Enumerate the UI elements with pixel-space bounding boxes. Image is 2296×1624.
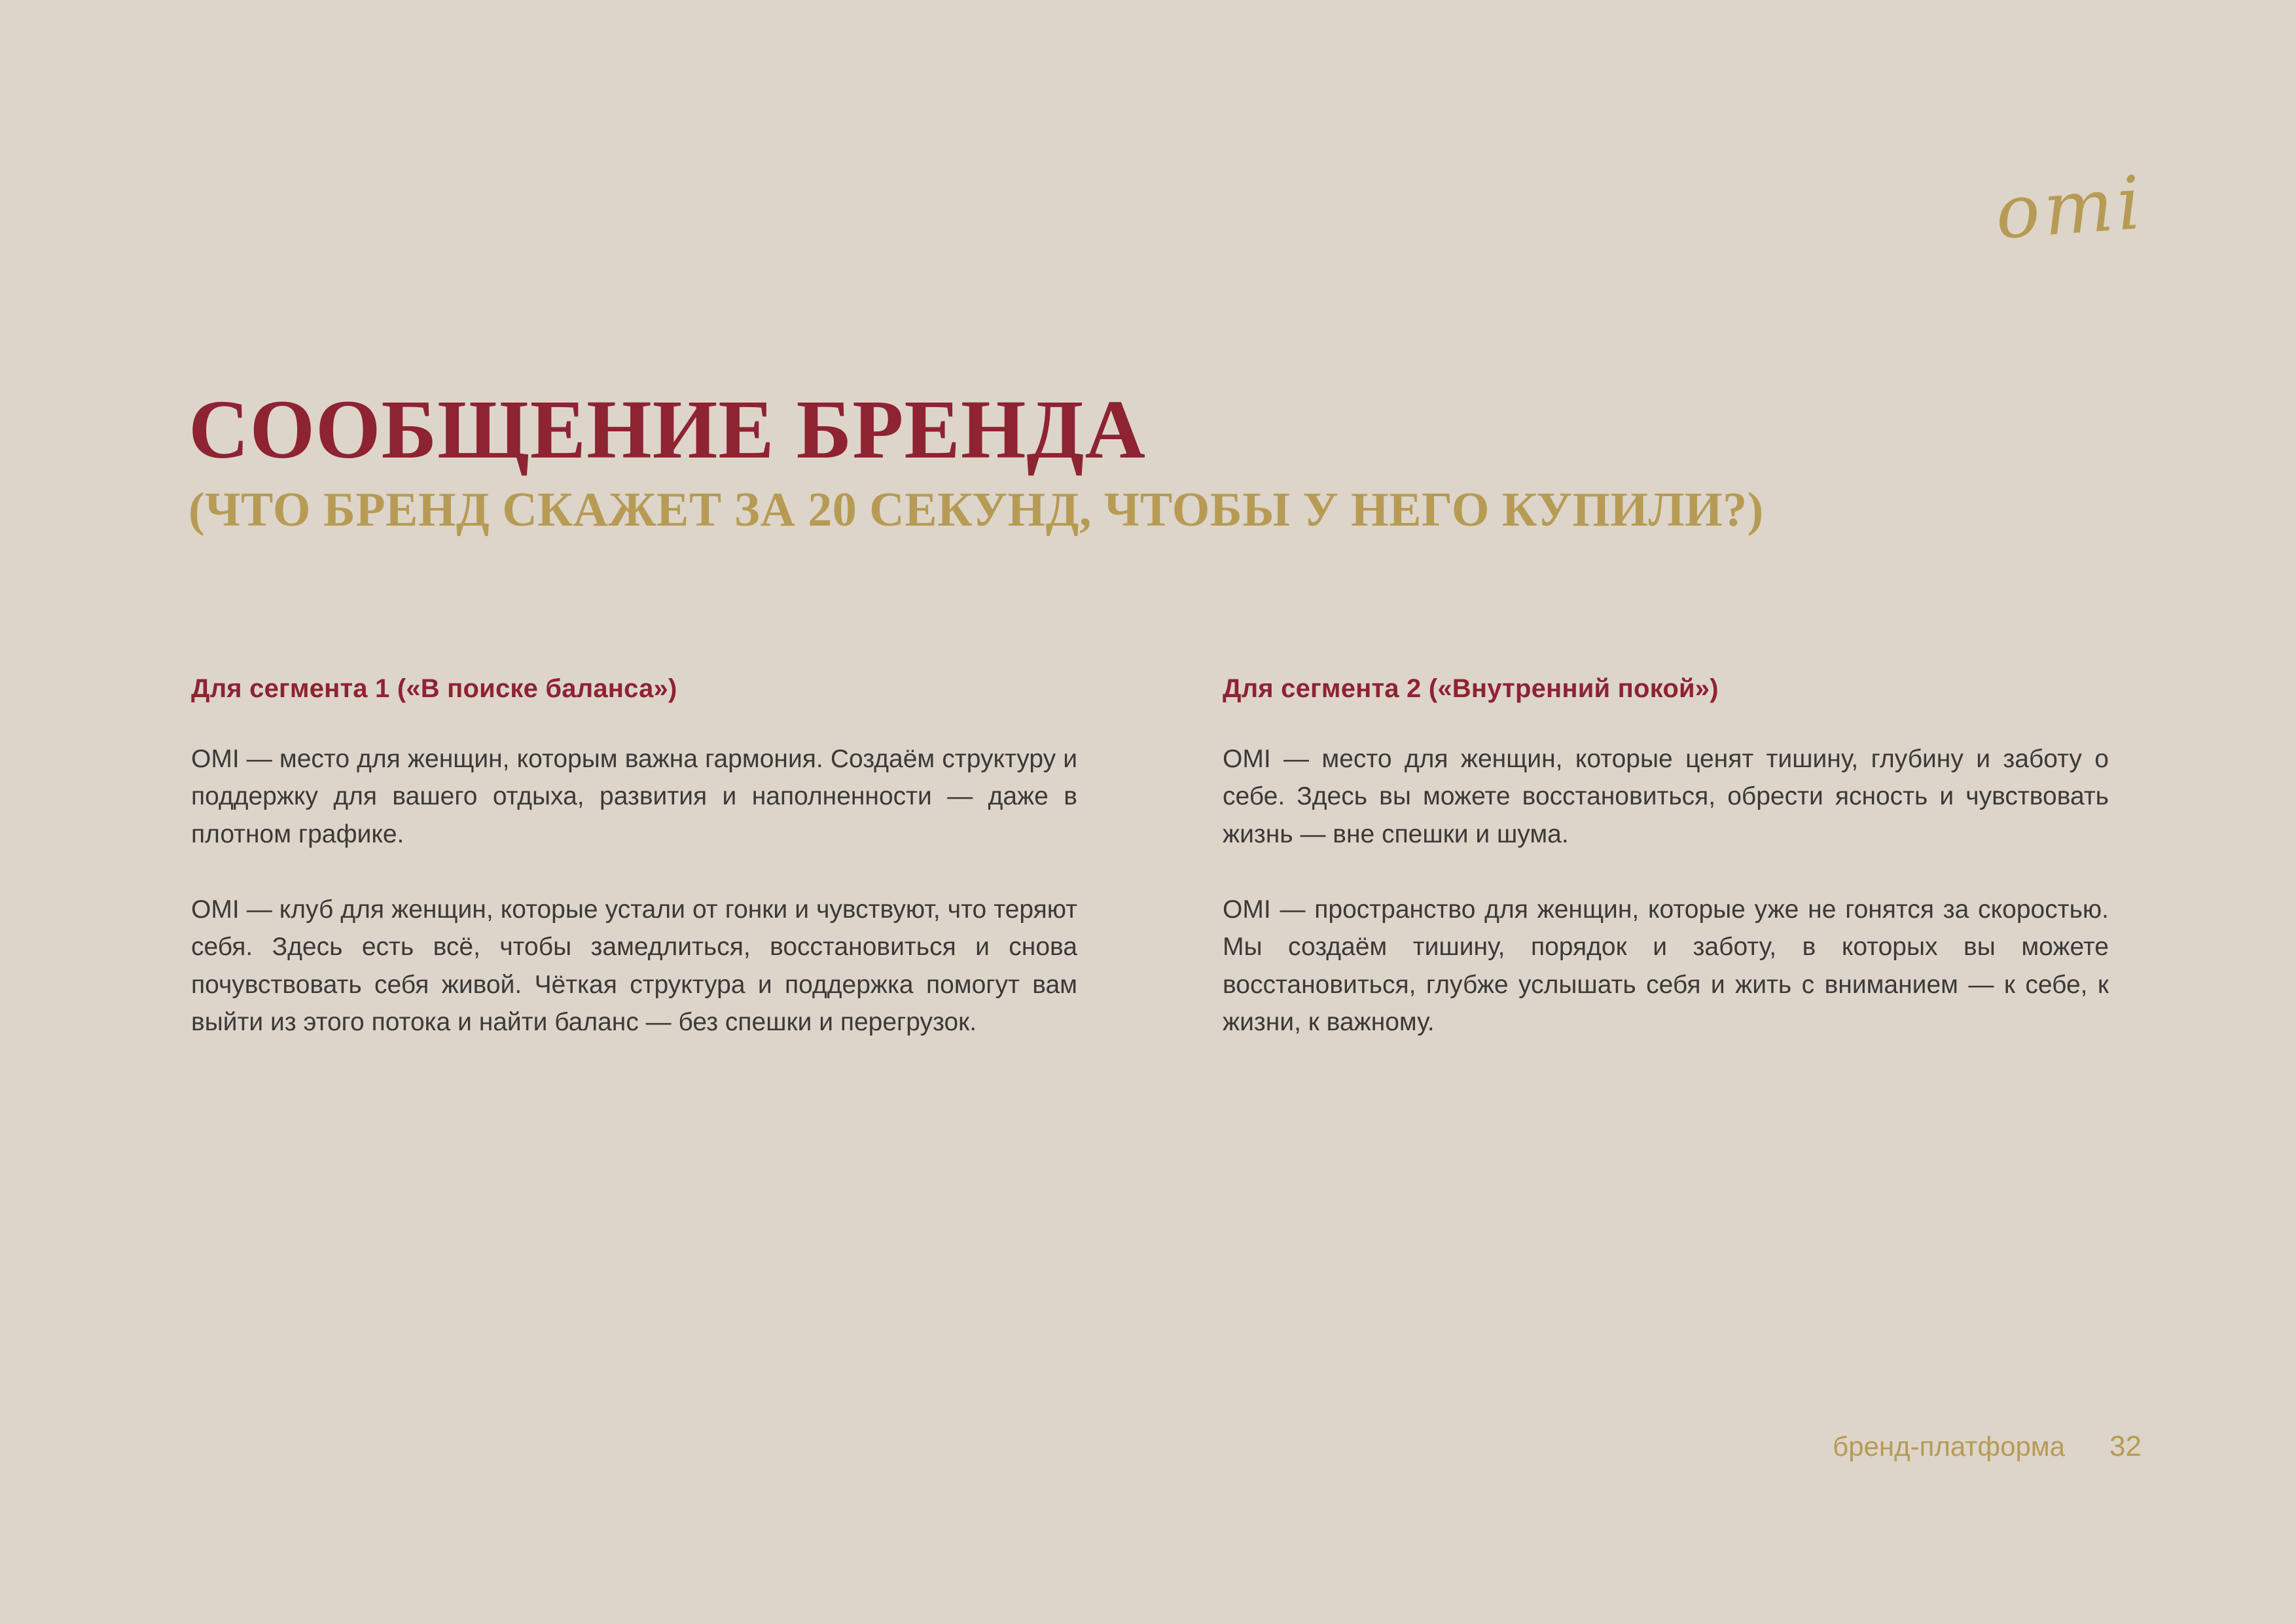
segment-1-column <box>191 674 1077 1041</box>
segment-2-column <box>1223 674 2109 1041</box>
segment-2-heading: Для сегмента 2 («Внутренний покой») <box>1223 674 1719 703</box>
segment-1-heading: Для сегмента 1 («В поиске баланса») <box>191 674 677 703</box>
segment-1-paragraph-2: OMI — клуб для женщин, которые устали от гонки и чувствуют, что теряют себя. Здесь есть всё, чтобы замедлиться, восстановиться и снова почувствовать себя живой. Чёткая структура и поддержка помогут вам выйти из этого потока и найти баланс — без спешки и перегрузок. <box>191 895 1077 1036</box>
brand-logo: omi <box>1992 160 2147 256</box>
page-subtitle: (ЧТО БРЕНД СКАЖЕТ ЗА 20 СЕКУНД, ЧТОБЫ У НЕГО КУПИЛИ?) <box>188 483 1764 537</box>
content-columns <box>191 674 2109 1041</box>
footer-label: бренд-платформа <box>1833 1431 2066 1462</box>
segment-2-paragraph-1: OMI — место для женщин, которые ценят тишину, глубину и заботу о себе. Здесь вы можете восстановиться, обрести ясность и чувствовать жизнь — вне спешки и шума. <box>1223 745 2109 848</box>
segment-2-paragraph-2: OMI — пространство для женщин, которые уже не гонятся за скоростью. Мы создаём тишину, порядок и заботу, в которых вы можете восстановиться, глубже услышать себя и жить с вниманием — к себе, к жизни, к важному. <box>1223 895 2109 1036</box>
page-title-block <box>188 383 2087 537</box>
page-title: СООБЩЕНИЕ БРЕНДА <box>188 383 1146 476</box>
page-number: 32 <box>2109 1430 2142 1462</box>
segment-1-paragraph-1: OMI — место для женщин, которым важна гармония. Создаём структуру и поддержку для вашего отдыха, развития и наполненности — даже в плотном графике. <box>191 745 1077 848</box>
page-footer <box>1833 1430 2142 1463</box>
